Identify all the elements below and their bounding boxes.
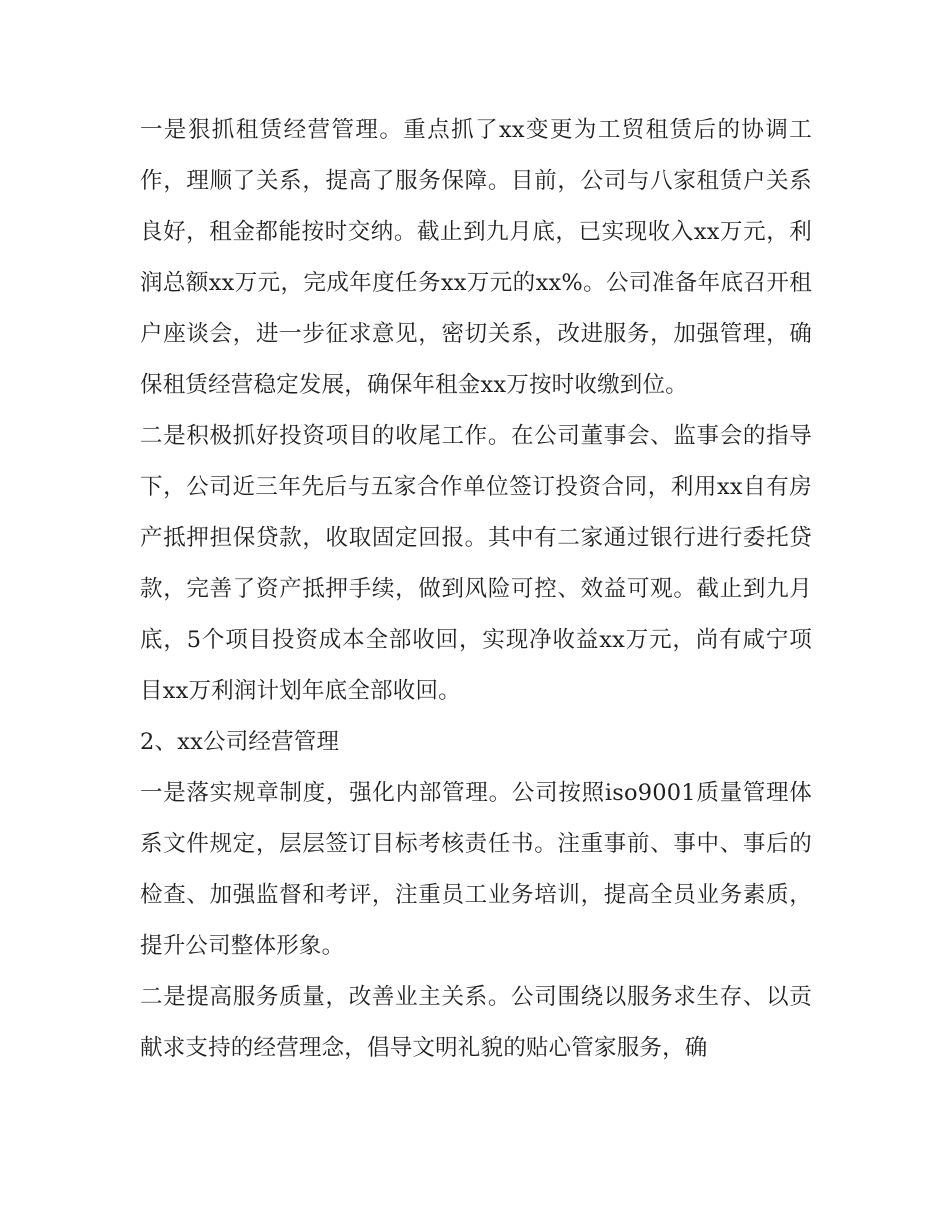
document-page <box>140 105 812 1074</box>
section-heading: 2、xx公司经营管理 <box>140 729 340 755</box>
paragraph-service-quality: 二是提高服务质量，改善业主关系。公司围绕以服务求生存、以贡献求支持的经营理念，倡导文明礼貌的贴心管家服务，确 <box>140 984 812 1061</box>
paragraph-leasing-management: 一是狠抓租赁经营管理。重点抓了xx变更为工贸租赁后的协调工作，理顺了关系，提高了服务保障。目前，公司与八家租赁户关系良好，租金都能按时交纳。截止到九月底，已实现收入xx万元，利润总额xx万元，完成年度任务xx万元的xx%。公司准备年底召开租户座谈会，进一步征求意见，密切关系，改进服务，加强管理，确保租赁经营稳定发展，确保年租金xx万按时收缴到位。 <box>140 117 812 398</box>
paragraph-internal-management: 一是落实规章制度，强化内部管理。公司按照iso9001质量管理体系文件规定，层层签订目标考核责任书。注重事前、事中、事后的检查、加强监督和考评，注重员工业务培训，提高全员业务素质，提升公司整体形象。 <box>140 780 812 959</box>
paragraph-investment-projects: 二是积极抓好投资项目的收尾工作。在公司董事会、监事会的指导下，公司近三年先后与五家合作单位签订投资合同，利用xx自有房产抵押担保贷款，收取固定回报。其中有二家通过银行进行委托贷款，完善了资产抵押手续，做到风险可控、效益可观。截止到九月底，5个项目投资成本全部收回，实现净收益xx万元，尚有咸宁项目xx万利润计划年底全部收回。 <box>140 423 812 704</box>
